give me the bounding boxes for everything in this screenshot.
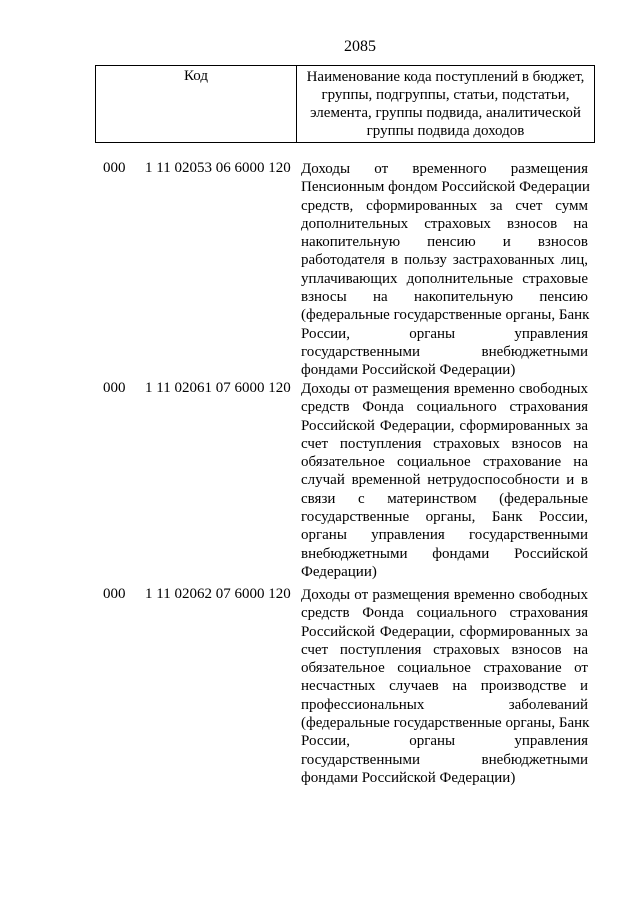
description-line: России, органы управления [301, 325, 588, 342]
description-line: взносы на накопительную пенсию [301, 289, 588, 306]
description-line: дополнительных страховых взносов на [301, 215, 588, 232]
income-code-list [0, 160, 640, 796]
description-line: Российской Федерации, сформированных за [301, 417, 588, 434]
description-line: средств, сформированных за счет сумм [301, 197, 588, 214]
page-number: 2085 [344, 38, 376, 55]
description-line: органы управления государственными [301, 527, 588, 544]
description-line: случай временной нетрудоспособности и в [301, 472, 588, 489]
admin-code: 000 [103, 586, 126, 602]
admin-code: 000 [103, 160, 126, 176]
header-code-column: Код [96, 66, 297, 142]
description-line: Доходы от размещения временно свободных [301, 587, 588, 603]
description-line: счет поступления страховых взносов на [301, 435, 588, 452]
description-line: Российской Федерации, сформированных за [301, 623, 588, 640]
table-row [0, 586, 640, 796]
description-line: уплачивающих дополнительные страховые [301, 270, 588, 287]
income-description [301, 160, 588, 380]
description-line: профессиональных заболеваний [301, 696, 588, 713]
description-line: государственные органы, Банк России, [301, 509, 588, 526]
income-description [301, 380, 588, 581]
description-line: средств Фонда социального страхования [301, 605, 588, 622]
admin-code: 000 [103, 380, 126, 396]
description-line: средств Фонда социального страхования [301, 399, 588, 416]
table-header [95, 65, 595, 143]
description-line: связи с материнством (федеральные [301, 490, 588, 507]
table-row [0, 380, 640, 586]
description-line: счет поступления страховых взносов на [301, 641, 588, 658]
description-line: Пенсионным фондом Российской Федерации [301, 179, 590, 196]
header-name-line: группы подвида доходов [366, 123, 525, 139]
header-name-line: Наименование кода поступлений в бюджет, [306, 69, 585, 85]
description-line: обязательное социальное страхование на [301, 454, 588, 471]
income-description [301, 586, 588, 787]
header-name-line: группы, подгруппы, статьи, подстатьи, [321, 87, 570, 103]
description-line: Федерации) [301, 563, 377, 580]
description-line: России, органы управления [301, 733, 588, 750]
income-code: 1 11 02053 06 6000 120 [145, 160, 291, 176]
income-code: 1 11 02062 07 6000 120 [145, 586, 291, 602]
description-line: несчастных случаев на производстве и [301, 678, 588, 695]
income-code: 1 11 02061 07 6000 120 [145, 380, 291, 396]
description-line: государственными внебюджетными [301, 751, 588, 768]
description-line: (федеральные государственные органы, Банк [301, 307, 590, 324]
description-line: Доходы от временного размещения [301, 161, 588, 177]
table-row [0, 160, 640, 380]
description-line: накопительную пенсию и взносов [301, 234, 588, 251]
description-line: обязательное социальное страхование от [301, 660, 588, 677]
description-line: государственными внебюджетными [301, 343, 588, 360]
description-line: (федеральные государственные органы, Банк [301, 715, 590, 732]
description-line: фондами Российской Федерации) [301, 769, 516, 786]
header-name-line: элемента, группы подвида, аналитической [310, 105, 581, 121]
description-line: работодателя в пользу застрахованных лиц, [301, 252, 588, 269]
description-line: фондами Российской Федерации) [301, 362, 516, 379]
header-name-column [297, 66, 594, 142]
description-line: Доходы от размещения временно свободных [301, 381, 588, 397]
description-line: внебюджетными фондами Российской [301, 545, 588, 562]
